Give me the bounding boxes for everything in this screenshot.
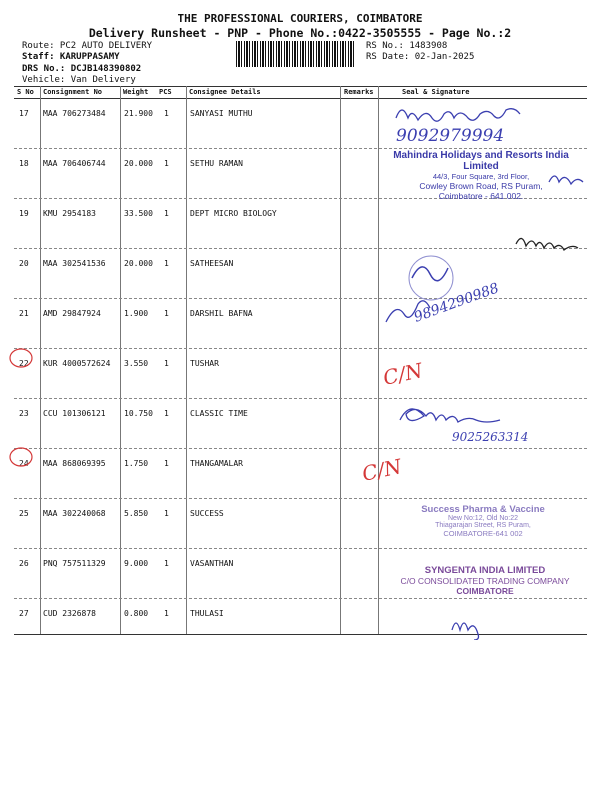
row-sno: 24 xyxy=(19,459,29,468)
row-pcs: 1 xyxy=(164,609,169,618)
red-circle-mark xyxy=(8,446,34,468)
table-row xyxy=(14,199,587,249)
row-pcs: 1 xyxy=(164,209,169,218)
barcode xyxy=(236,41,356,67)
table-row xyxy=(14,249,587,299)
row-weight: 0.800 xyxy=(124,609,149,618)
drs-number: DRS No.: DCJB148390802 xyxy=(22,64,142,74)
row-weight: 20.000 xyxy=(124,259,153,268)
row-consignee: THANGAMALAR xyxy=(190,459,243,468)
row-consignment: PNQ 757511329 xyxy=(43,559,106,568)
staff-info: Staff: KARUPPASAMY xyxy=(22,52,120,62)
rs-date: RS Date: 02-Jan-2025 xyxy=(366,52,475,62)
row-sno: 26 xyxy=(19,559,29,568)
row-pcs: 1 xyxy=(164,509,169,518)
row-sno: 25 xyxy=(19,509,29,518)
row-consignee: SETHU RAMAN xyxy=(190,159,243,168)
row-pcs: 1 xyxy=(164,459,169,468)
row-pcs: 1 xyxy=(164,409,169,418)
red-cn-mark: C/N xyxy=(380,358,425,390)
signature-row-23 xyxy=(396,400,526,434)
row-sno: 19 xyxy=(19,209,29,218)
row-sno: 18 xyxy=(19,159,29,168)
col-remarks: Remarks xyxy=(344,88,374,96)
col-pcs: PCS xyxy=(159,88,172,96)
table-row xyxy=(14,299,587,349)
row-sno: 17 xyxy=(19,109,29,118)
table-row xyxy=(14,599,587,635)
table-row xyxy=(14,349,587,399)
runsheet-subtitle: Delivery Runsheet - PNP - Phone No.:0422-3505555 - Page No.:2 xyxy=(88,26,512,40)
row-consignee: VASANTHAN xyxy=(190,559,234,568)
row-sno: 23 xyxy=(19,409,29,418)
row-pcs: 1 xyxy=(164,259,169,268)
handwritten-phone: 9894290988 xyxy=(411,280,502,326)
row-consignee: SUCCESS xyxy=(190,509,224,518)
row-consignment: MAA 706273484 xyxy=(43,109,106,118)
row-weight: 5.850 xyxy=(124,509,149,518)
table-row xyxy=(14,449,587,499)
signature-row-27 xyxy=(448,612,488,640)
row-pcs: 1 xyxy=(164,159,169,168)
signature-row-20 xyxy=(512,230,582,254)
row-consignee: CLASSIC TIME xyxy=(190,409,248,418)
row-weight: 9.000 xyxy=(124,559,149,568)
red-circle-mark xyxy=(8,347,34,369)
col-seal: Seal & Signature xyxy=(402,88,470,96)
row-consignee: SANYASI MUTHU xyxy=(190,109,253,118)
route-info: Route: PC2 AUTO DELIVERY xyxy=(22,41,153,51)
row-sno: 20 xyxy=(19,259,29,268)
row-weight: 1.900 xyxy=(124,309,149,318)
col-weight: Weight xyxy=(123,88,149,96)
row-consignee: THULASI xyxy=(190,609,224,618)
row-consignee: DEPT MICRO BIOLOGY xyxy=(190,209,277,218)
handwritten-phone: 9025263314 xyxy=(452,430,529,444)
handwritten-phone: 9092979994 xyxy=(396,126,505,146)
row-weight: 21.900 xyxy=(124,109,153,118)
row-consignment: KUR 4000572624 xyxy=(43,359,111,368)
row-consignee: DARSHIL BAFNA xyxy=(190,309,253,318)
row-weight: 33.500 xyxy=(124,209,153,218)
signature-row-17 xyxy=(392,100,542,128)
row-consignment: AMD 29847924 xyxy=(43,309,101,318)
row-pcs: 1 xyxy=(164,359,169,368)
signature-row-18 xyxy=(545,166,590,192)
row-consignee: TUSHAR xyxy=(190,359,219,368)
rs-number: RS No.: 1483908 xyxy=(366,41,448,51)
row-weight: 10.750 xyxy=(124,409,153,418)
vehicle-info: Vehicle: Van Delivery xyxy=(22,75,136,85)
row-consignee: SATHEESAN xyxy=(190,259,234,268)
syngenta-stamp: SYNGENTA INDIA LIMITED C/O CONSOLIDATED TRADING COMPANY COIMBATORE xyxy=(400,565,570,596)
row-consignment: MAA 302541536 xyxy=(43,259,106,268)
row-consignment: MAA 302240068 xyxy=(43,509,106,518)
row-consignment: CUD 2326878 xyxy=(43,609,96,618)
col-consignee: Consignee Details xyxy=(189,88,261,96)
success-stamp: Success Pharma & Vaccine New No:12, Old No:22 Thiagarajan Street, RS Puram, COIMBATORE-641 002 xyxy=(421,504,545,538)
row-weight: 3.550 xyxy=(124,359,149,368)
company-title: THE PROFESSIONAL COURIERS, COIMBATORE xyxy=(177,12,423,25)
row-sno: 22 xyxy=(19,359,29,368)
col-consignment: Consignment No xyxy=(43,88,103,96)
row-pcs: 1 xyxy=(164,109,169,118)
row-pcs: 1 xyxy=(164,559,169,568)
row-consignment: KMU 2954183 xyxy=(43,209,96,218)
row-sno: 27 xyxy=(19,609,29,618)
row-consignment: CCU 101306121 xyxy=(43,409,106,418)
row-weight: 1.750 xyxy=(124,459,149,468)
row-sno: 21 xyxy=(19,309,29,318)
col-sno: S No xyxy=(17,88,34,96)
table-top-rule xyxy=(14,86,587,87)
row-consignment: MAA 868069395 xyxy=(43,459,106,468)
table-bottom-rule xyxy=(14,634,587,635)
red-cn-mark: C/N xyxy=(359,454,404,486)
row-consignment: MAA 706406744 xyxy=(43,159,106,168)
row-pcs: 1 xyxy=(164,309,169,318)
row-weight: 20.000 xyxy=(124,159,153,168)
mahindra-stamp: Mahindra Holidays and Resorts India Limited 44/3, Four Square, 3rd Floor, Cowley Brown Road, RS Puram, Coimbatore - 641 002. xyxy=(393,150,569,201)
